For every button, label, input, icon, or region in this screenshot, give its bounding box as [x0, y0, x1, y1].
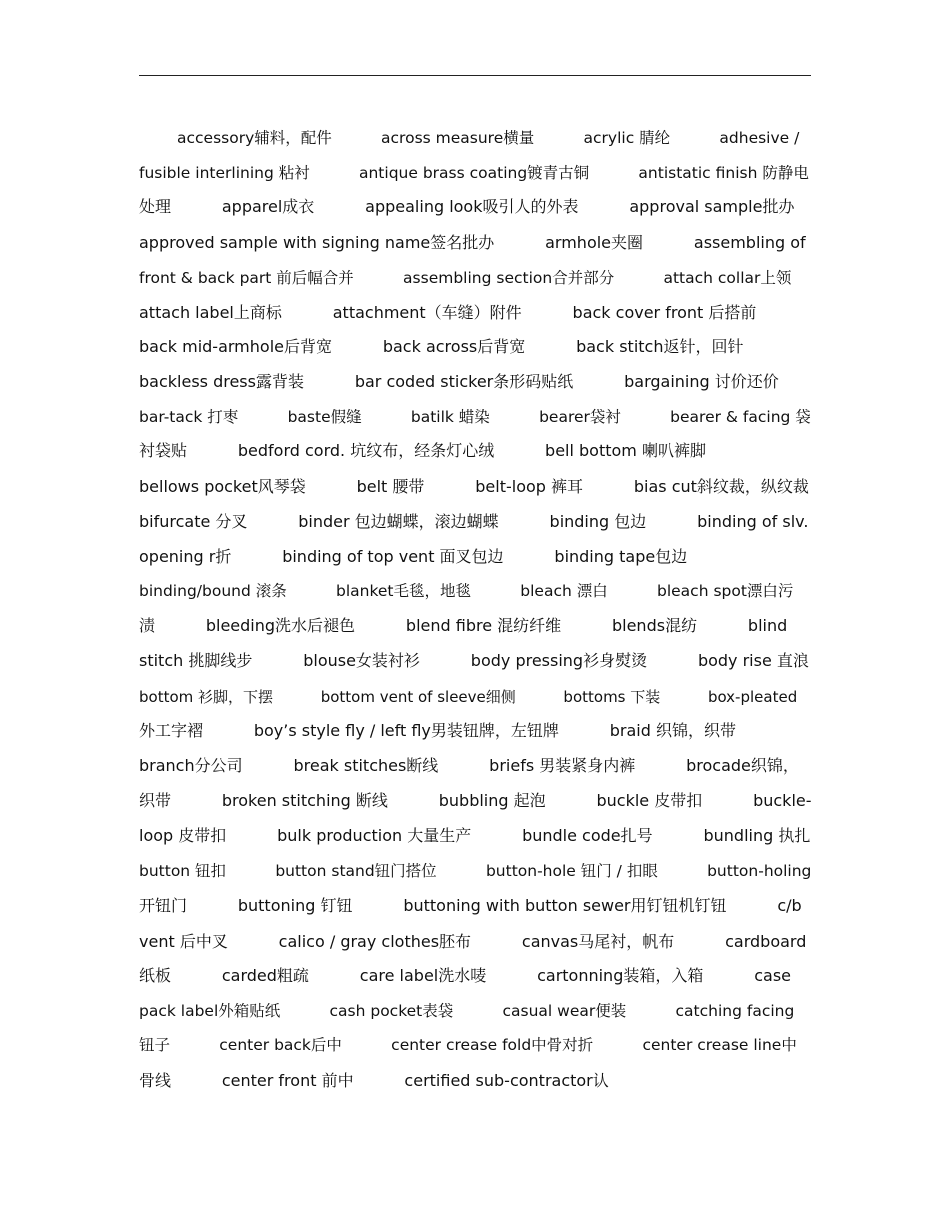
text-line-3: 处理 apparel成衣 appealing look吸引人的外表 approval sample批办 — [139, 197, 795, 216]
text-line-13: opening r折 binding of top vent 面叉包边 binding tape包边 — [139, 547, 688, 566]
text-line-2: fusible interlining 粘衬 antique brass coating镀青古铜 antistatic finish 防静电 — [139, 164, 809, 182]
text-line-12: bifurcate 分叉 binder 包边蝴蝶，滚边蝴蝶 binding 包边 binding of slv. — [139, 512, 809, 531]
text-line-26: pack label外箱贴纸 cash pocket表袋 casual wear便装 catching facing — [139, 1002, 795, 1020]
text-line-27: 钮子 center back后中 center crease fold中骨对折 center crease line中 — [139, 1036, 797, 1054]
header-rule — [139, 75, 811, 76]
text-line-6: attach label上商标 attachment（车缝）附件 back cover front 后搭前 — [139, 303, 757, 322]
text-line-15: 渍 bleeding洗水后褪色 blend fibre 混纺纤维 blends混纺 blind — [139, 616, 788, 635]
text-line-14: binding/bound 滚条 blanket毛毯，地毯 bleach 漂白 bleach spot漂白污 — [139, 582, 794, 600]
text-line-8: backless dress露背装 bar coded sticker条形码贴纸 bargaining 讨价还价 — [139, 372, 779, 391]
text-line-1: accessory辅料，配件 across measure横量 acrylic 腈纶 adhesive / — [177, 129, 800, 147]
text-line-4: approved sample with signing name签名批办 armhole夹圈 assembling of — [139, 233, 806, 252]
text-line-17: bottom 衫脚，下摆 bottom vent of sleeve细侧 bottoms 下装 box-pleated — [139, 688, 798, 706]
text-line-25: 纸板 carded粗疏 care label洗水唛 cartonning装箱，入箱 case — [139, 966, 791, 985]
text-line-16: stitch 挑脚线步 blouse女装衬衫 body pressing衫身熨烫 body rise 直浪 — [139, 651, 809, 670]
text-line-7: back mid-armhole后背宽 back across后背宽 back stitch返针，回针 — [139, 337, 744, 356]
text-line-22: button 钮扣 button stand钮门搭位 button-hole 钮门 / 扣眼 button-holing — [139, 862, 812, 880]
text-line-24: vent 后中叉 calico / gray clothes胚布 canvas马尾衬，帆布 cardboard — [139, 932, 807, 951]
text-line-20: 织带 broken stitching 断线 bubbling 起泡 buckle 皮带扣 buckle- — [139, 791, 812, 810]
text-line-5: front & back part 前后幅合并 assembling section合并部分 attach collar上领 — [139, 269, 792, 287]
text-line-18: 外工字褶 boy’s style fly / left fly男装钮牌，左钮牌 braid 织锦，织带 — [139, 721, 736, 740]
text-line-9: bar-tack 打枣 baste假缝 batilk 蜡染 bearer袋衬 bearer & facing 袋 — [139, 408, 811, 426]
text-line-19: branch分公司 break stitches断线 briefs 男装紧身内裤 brocade织锦， — [139, 756, 799, 775]
text-line-28: 骨线 center front 前中 certified sub-contractor认 — [139, 1071, 609, 1090]
text-line-11: bellows pocket风琴袋 belt 腰带 belt-loop 裤耳 bias cut斜纹裁，纵纹裁 — [139, 477, 809, 496]
text-line-21: loop 皮带扣 bulk production 大量生产 bundle code扎号 bundling 执扎 — [139, 826, 811, 845]
text-line-23: 开钮门 buttoning 钉钮 buttoning with button sewer用钉钮机钉钮 c/b — [139, 896, 802, 915]
text-line-10: 衬袋贴 bedford cord. 坑纹布，经条灯心绒 bell bottom 喇叭裤脚 — [139, 441, 706, 460]
